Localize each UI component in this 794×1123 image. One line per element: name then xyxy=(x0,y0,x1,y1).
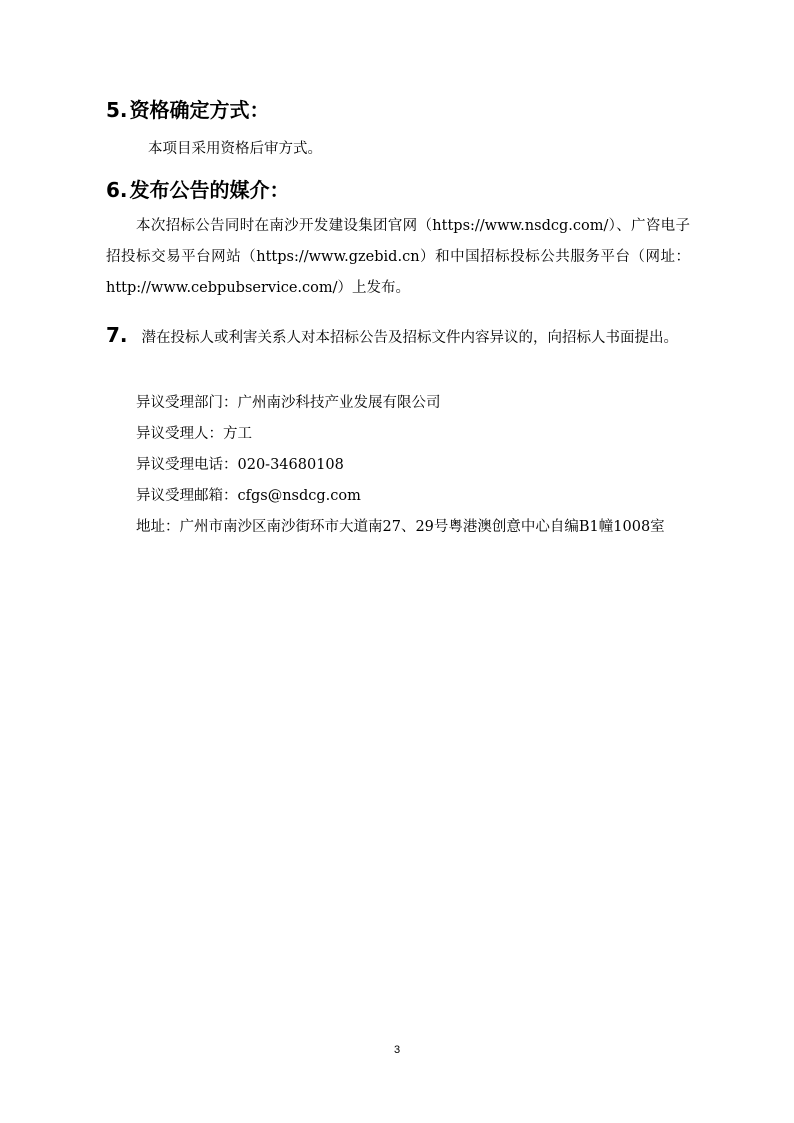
section-5-body: 本项目采用资格后审方式。 xyxy=(148,141,322,157)
section-7-body: 潜在投标人或利害关系人对本招标公告及招标文件内容异议的，向招标人书面提出。 xyxy=(141,330,679,346)
objection-phone xyxy=(136,455,344,475)
objection-department-label: 异议受理部门： xyxy=(136,395,238,411)
objection-contact-label: 异议受理人： xyxy=(136,426,223,442)
objection-email xyxy=(136,486,361,506)
section-5-title: 资格确定方式： xyxy=(129,98,270,122)
objection-phone-label: 异议受理电话： xyxy=(136,457,238,473)
objection-contact-value: 方工 xyxy=(223,426,252,442)
objection-phone-value: 020-34680108 xyxy=(237,457,344,473)
section-6-title: 发布公告的媒介： xyxy=(129,178,290,202)
section-6-heading xyxy=(106,176,290,204)
section-6-number: 6. xyxy=(106,178,128,202)
section-5-heading xyxy=(106,96,270,124)
objection-email-value: cfgs@nsdcg.com xyxy=(237,488,361,504)
objection-department-value: 广州南沙科技产业发展有限公司 xyxy=(237,395,441,411)
section-7-number: 7. xyxy=(106,323,128,347)
section-6-body: 本次招标公告同时在南沙开发建设集团官网（https://www.nsdcg.com/）、广咨电子招投标交易平台网站（https://www.gzebid.cn）和中国招标投标公共服务平台（网址：http://www.cebpubservice.com/）上发布。 xyxy=(106,218,690,296)
objection-address: 地址：广州市南沙区南沙街环市大道南27、29号粤港澳创意中心自编B1幢1008室 xyxy=(136,519,665,535)
section-5-number: 5. xyxy=(106,98,128,122)
objection-email-label: 异议受理邮箱： xyxy=(136,488,238,504)
section-7-paragraph xyxy=(106,320,690,354)
page-number: 3 xyxy=(393,1044,401,1056)
objection-contact xyxy=(136,424,252,444)
objection-department xyxy=(136,393,441,413)
